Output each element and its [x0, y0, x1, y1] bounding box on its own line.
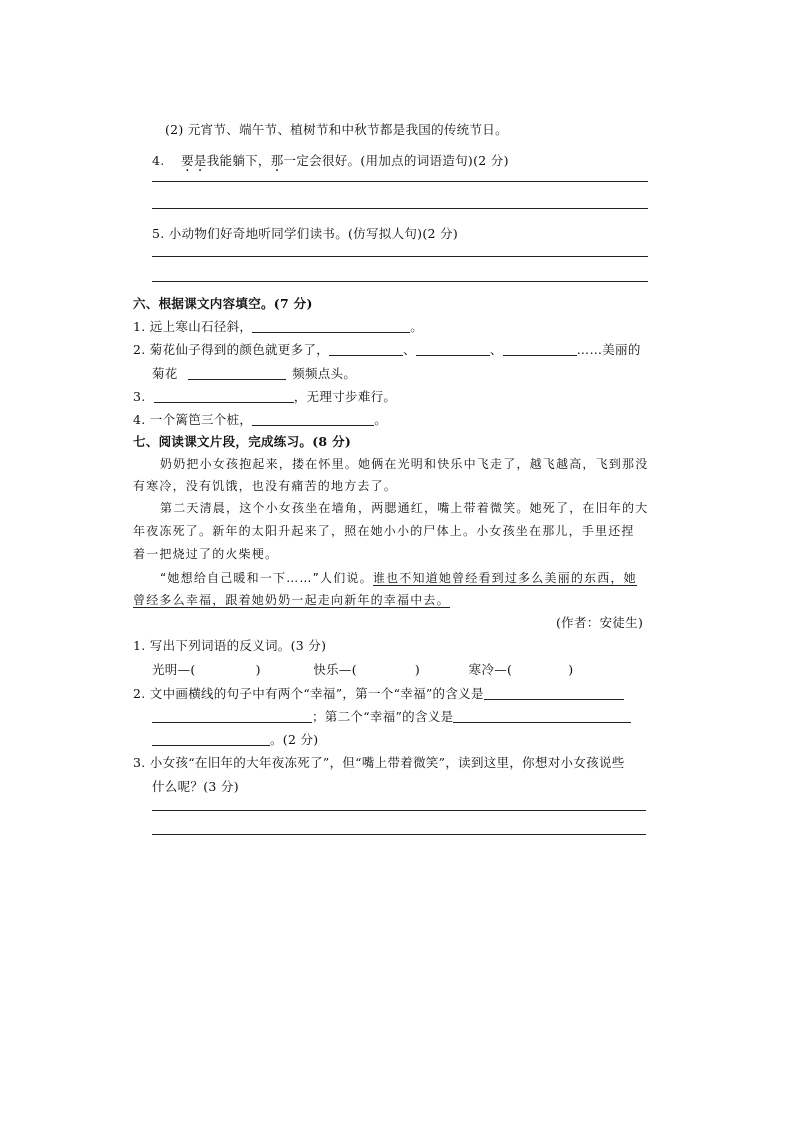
s7-question-3: 3. 小女孩“在旧年的大年夜冻死了”，但“嘴上带着微笑”，读到这里，你想对小女孩说些: [133, 755, 625, 770]
author-credit: (作者：安徒生): [556, 615, 644, 630]
s6-q4-end: 。: [374, 412, 388, 427]
s6-q2-text: 2. 菊花仙子得到的颜色就更多了，: [133, 342, 330, 357]
s7-q2-blank-3[interactable]: [453, 709, 631, 723]
answer-line-4b[interactable]: [152, 208, 648, 209]
antonym-close-2: ): [414, 662, 421, 677]
question-4: [152, 151, 509, 169]
s7-question-2-line2: [152, 707, 631, 725]
s7-question-3-line2: 什么呢？(3 分): [152, 779, 239, 794]
answer-line-5a[interactable]: [152, 256, 648, 257]
emphasis-char-shi: 是: [193, 153, 207, 168]
underlined-sentence-part1: 谁也不知道她曾经看到过多么美丽的东西，她: [372, 571, 637, 585]
passage-p3-line1: [160, 569, 637, 586]
s6-q2-end: 频频点头。: [292, 366, 357, 381]
passage-p3-line2: [133, 591, 450, 608]
question-4-number: 4.: [152, 153, 165, 168]
question-4-end: 一定会很好。(用加点的词语造句)(2 分): [283, 153, 509, 168]
s7-q2-second: ；第二个“幸福”的含义是: [312, 709, 454, 724]
s6-question-2-line2: [152, 364, 356, 382]
s6-question-1: [133, 317, 423, 335]
antonym-hanleng: 寒冷—(: [468, 662, 513, 677]
s6-q1-end: 。: [410, 319, 424, 334]
answer-line-s7q3b[interactable]: [152, 834, 646, 835]
answer-line-5b[interactable]: [152, 281, 648, 282]
answer-line-4a[interactable]: [152, 181, 648, 182]
s6-q1-text: 1. 远上寒山石径斜，: [133, 319, 253, 334]
section-7-title: 七、阅读课文片段，完成练习。(8 分): [133, 434, 352, 449]
s6-question-4: [133, 410, 387, 428]
s6-q3-text: ，无理寸步难行。: [293, 389, 397, 404]
question-4-middle: 我能躺下，: [206, 153, 271, 168]
passage-p2-line1: 第二天清晨，这个小女孩坐在墙角，两腮通红，嘴上带着微笑。她死了，在旧年的大: [160, 501, 649, 515]
s6-q3-number: 3.: [133, 389, 146, 404]
question-5: 5. 小动物们好奇地听同学们读书。(仿写拟人句)(2 分): [152, 226, 459, 241]
s7-q1-antonyms: [152, 660, 573, 678]
s6-q2-separator-2: 、: [489, 342, 503, 357]
underlined-sentence-part2: 曾经多么幸福，跟着她奶奶一起走向新年的幸福中去。: [133, 593, 450, 607]
item-2-sentence: (2) 元宵节、端午节、植树节和中秋节都是我国的传统节日。: [165, 122, 508, 137]
emphasis-char-na: 那: [270, 153, 284, 168]
emphasis-char-yao: 要: [181, 153, 194, 168]
antonym-close-3: ): [568, 662, 574, 677]
s7-q2-blank-2[interactable]: [152, 709, 312, 723]
s6-q2-flower: 菊花: [152, 366, 178, 381]
antonym-close-1: ): [255, 662, 261, 677]
passage-p1-line2: 有寒冷，没有饥饿，也没有痛苦的地方去了。: [133, 479, 398, 493]
s6-q4-text: 4. 一个篱笆三个桩，: [133, 412, 253, 427]
s7-q2-end: 。(2 分): [270, 732, 319, 747]
s6-q1-blank[interactable]: [252, 319, 410, 333]
s7-q2-text: 2. 文中画横线的句子中有两个“幸福”，第一个“幸福”的含义是: [133, 686, 484, 701]
s6-q3-blank[interactable]: [154, 389, 294, 403]
s6-q2-separator-1: 、: [403, 342, 416, 357]
passage-p2-line3: 着一把烧过了的火柴梗。: [133, 547, 279, 561]
s6-question-3: [133, 387, 396, 405]
answer-line-s7q3a[interactable]: [152, 810, 646, 811]
antonym-kuaile: 快乐—(: [313, 662, 357, 677]
s6-q2-blank-1[interactable]: [329, 342, 403, 356]
s7-q2-blank-1[interactable]: [484, 686, 624, 700]
s6-q4-blank[interactable]: [252, 412, 374, 426]
s6-q2-blank-3[interactable]: [503, 342, 577, 356]
s7-question-2: [133, 684, 624, 702]
antonym-guangming: 光明—(: [152, 662, 196, 677]
s7-question-2-line3: [152, 730, 318, 748]
s6-question-2: [133, 340, 641, 358]
s6-q2-blank-2[interactable]: [416, 342, 490, 356]
s7-q2-blank-4[interactable]: [152, 732, 270, 746]
passage-p2-line2: 年夜冻死了。新年的太阳升起来了，照在她小小的尸体上。小女孩坐在那儿，手里还捏: [133, 524, 635, 538]
s7-question-1: 1. 写出下列词语的反义词。(3 分): [133, 638, 327, 653]
s6-q2-cont: ……美丽的: [576, 342, 641, 357]
passage-p1-line1: 奶奶把小女孩抱起来，搂在怀里。她俩在光明和快乐中飞走了，越飞越高，飞到那没: [160, 457, 649, 471]
s6-q2-blank-4[interactable]: [188, 366, 286, 380]
passage-p3-quote: “她想给自己暖和一下……”人们说。: [160, 571, 373, 585]
section-6-title: 六、根据课文内容填空。(7 分): [133, 296, 313, 311]
